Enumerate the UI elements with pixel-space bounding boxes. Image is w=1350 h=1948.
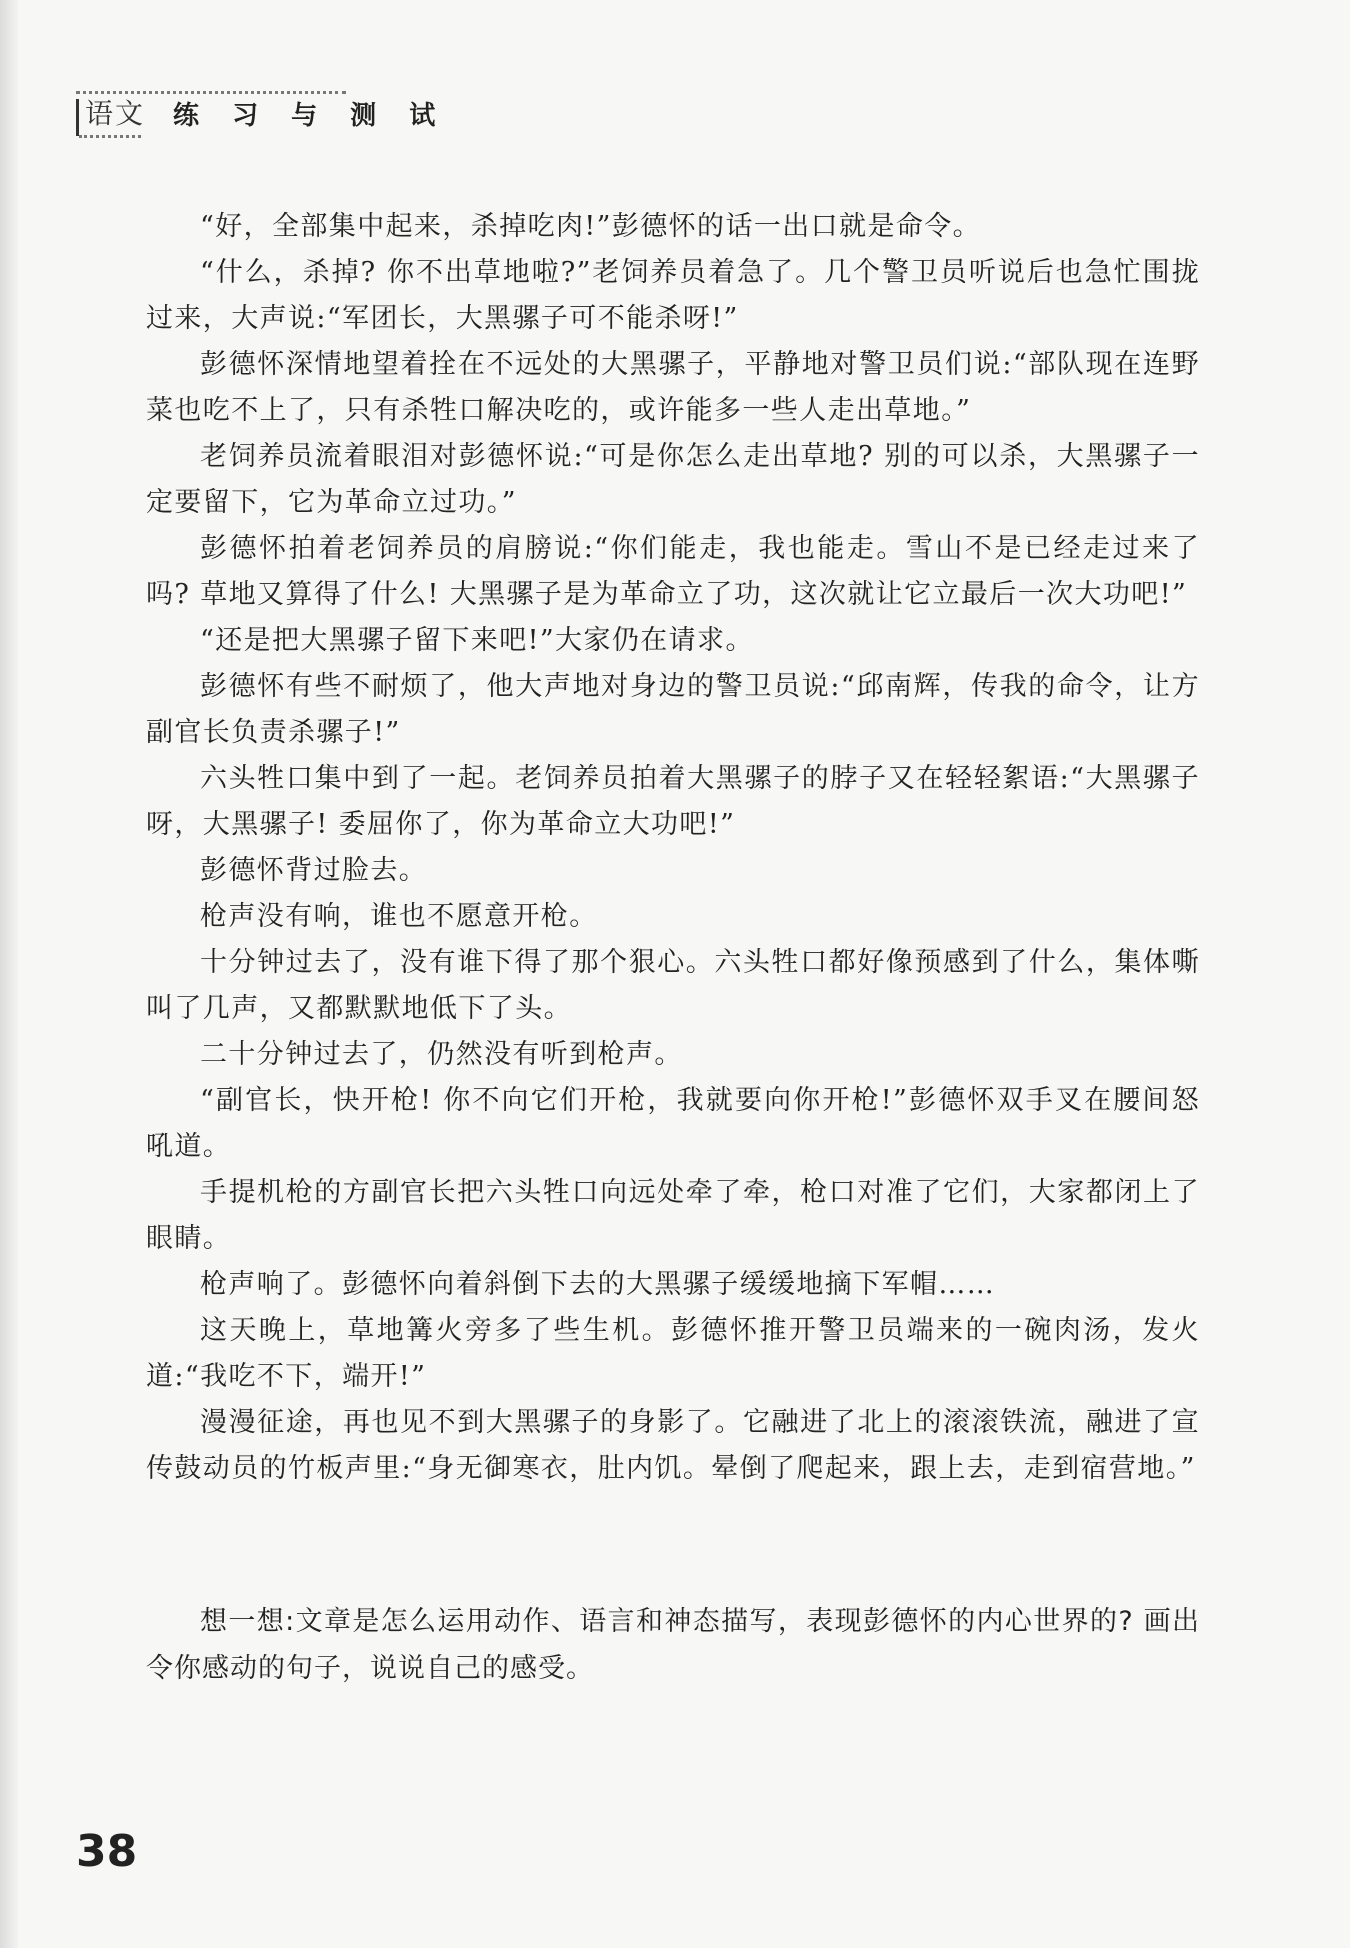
paragraph: 这天晚上，草地篝火旁多了些生机。彭德怀推开警卫员端来的一碗肉汤，发火道:“我吃不下，端开!” xyxy=(146,1315,1200,1392)
paragraph: “什么，杀掉? 你不出草地啦?”老饲养员着急了。几个警卫员听说后也急忙围拢过来，大声说:“军团长，大黑骡子可不能杀呀!” xyxy=(146,257,1200,334)
paragraph: “副官长，快开枪! 你不向它们开枪，我就要向你开枪!”彭德怀双手叉在腰间怒吼道。 xyxy=(146,1085,1200,1162)
page-edge-shadow xyxy=(0,0,18,1948)
paragraph: 彭德怀有些不耐烦了，他大声地对身边的警卫员说:“邱南辉，传我的命令，让方副官长负责杀骡子!” xyxy=(146,671,1200,748)
book-title: 练 习 与 测 试 xyxy=(173,101,448,131)
running-head xyxy=(76,84,447,136)
paragraph: 手提机枪的方副官长把六头牲口向远处牵了牵，枪口对准了它们，大家都闭上了眼睛。 xyxy=(146,1177,1200,1254)
paragraph: 漫漫征途，再也见不到大黑骡子的身影了。它融进了北上的滚滚铁流，融进了宣传鼓动员的竹板声里:“身无御寒衣，肚内饥。晕倒了爬起来，跟上去，走到宿营地。” xyxy=(146,1407,1200,1484)
question-text: 想一想:文章是怎么运用动作、语言和神态描写，表现彭德怀的内心世界的? 画出令你感动的句子，说说自己的感受。 xyxy=(146,1606,1200,1684)
story-text xyxy=(146,204,1200,1492)
page-number: 38 xyxy=(76,1826,138,1877)
paragraph: 枪声响了。彭德怀向着斜倒下去的大黑骡子缓缓地摘下军帽…… xyxy=(200,1269,996,1300)
paragraph: 枪声没有响，谁也不愿意开枪。 xyxy=(200,901,598,932)
discussion-question xyxy=(146,1598,1200,1692)
paragraph: 彭德怀深情地望着拴在不远处的大黑骡子，平静地对警卫员们说:“部队现在连野菜也吃不上了，只有杀牲口解决吃的，或许能多一些人走出草地。” xyxy=(146,349,1200,426)
paragraph: 老饲养员流着眼泪对彭德怀说:“可是你怎么走出草地? 别的可以杀，大黑骡子一定要留下，它为革命立过功。” xyxy=(146,441,1200,518)
paragraph: “还是把大黑骡子留下来吧!”大家仍在请求。 xyxy=(200,625,754,656)
paragraph: 二十分钟过去了，仍然没有听到枪声。 xyxy=(200,1039,683,1070)
paragraph: 六头牲口集中到了一起。老饲养员拍着大黑骡子的脖子又在轻轻絮语:“大黑骡子呀，大黑骡子! 委屈你了，你为革命立大功吧!” xyxy=(146,763,1200,840)
paragraph: 彭德怀背过脸去。 xyxy=(200,855,428,886)
subject-label: 语文 xyxy=(76,99,151,136)
paragraph: 彭德怀拍着老饲养员的肩膀说:“你们能走，我也能走。雪山不是已经走过来了吗? 草地又算得了什么! 大黑骡子是为革命立了功，这次就让它立最后一次大功吧!” xyxy=(146,533,1200,610)
paragraph: “好，全部集中起来，杀掉吃肉!”彭德怀的话一出口就是命令。 xyxy=(200,211,982,242)
paragraph: 十分钟过去了，没有谁下得了那个狠心。六头牲口都好像预感到了什么，集体嘶叫了几声，又都默默地低下了头。 xyxy=(146,947,1200,1024)
